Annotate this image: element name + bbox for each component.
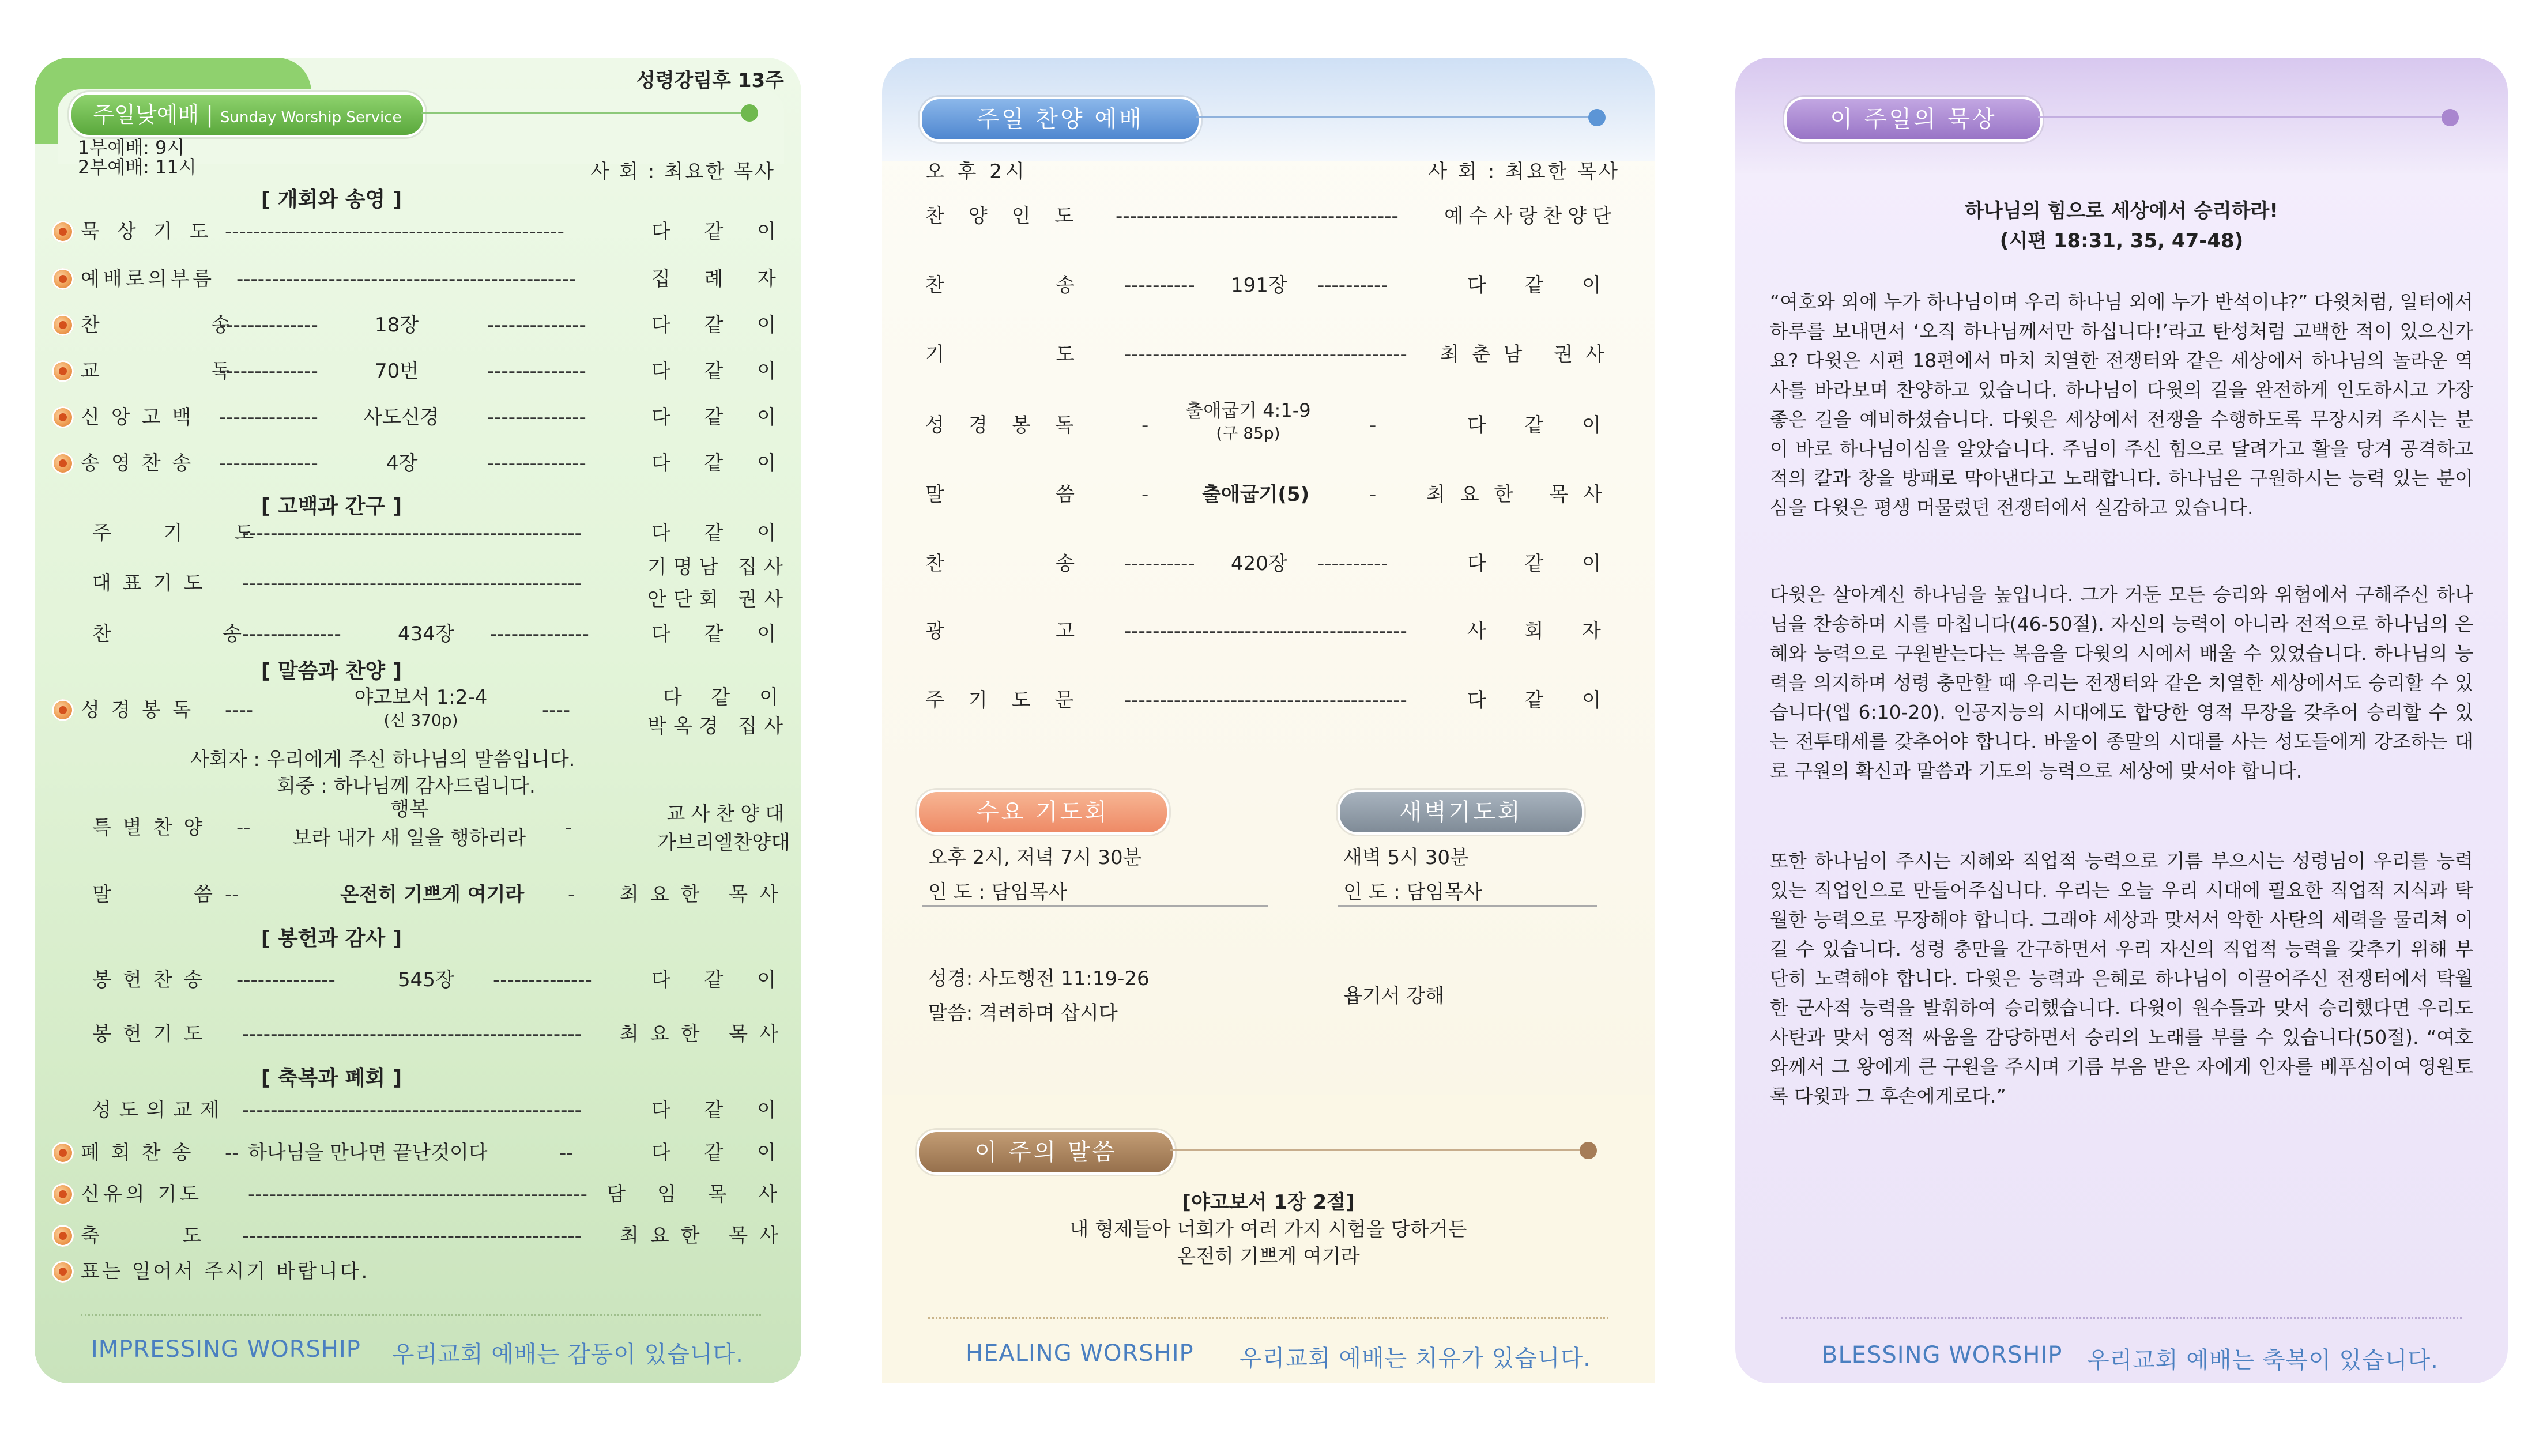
footer-english: IMPRESSING WORSHIP [91,1336,361,1363]
standing-icon [52,452,74,474]
tab-dawn-prayer: 새벽기도회 [1338,790,1584,835]
decor-dot [1588,109,1606,126]
section-benediction: [ 축복과 폐회 ] [261,1066,402,1090]
standing-icon [52,1142,74,1164]
meditation-paragraph-2: 다윗은 살아계신 하나님을 높입니다. 그가 거둔 모든 승리와 위험에서 구해주신 하나님을 찬송하며 시를 마칩니다(46-50절). 자신의 능력이 아니라 전적으로 하나님의 은혜와 능력으로 구원받는다는 복음을 다윗의 시에서 배울 수 있었습니다. 하나님의 능력을 의지하며 성령 충만할 때 우리는 전쟁터와 같은 치열한 세상에서도 승리할 수 있습니다(엡 6:10-20). 인공지능의 시대에도 합당한 영적 무장을 갖추어 승리할 수 있는 전투태세를 갖추어야 합니다. 바울이 종말의 시대를 사는 성도들에게 강조하는 대로 구원의 확신과 말씀과 기도의 능력으로 세상에 맞서야 합니다. [1770,583,2473,782]
standing-icon [52,360,74,382]
decor-dot [1580,1142,1597,1159]
leader-label: 사 회 : 최요한 목사 [1428,160,1620,183]
standing-icon [52,1183,74,1205]
section-confession: [ 고백과 간구 ] [261,495,402,518]
wednesday-leader: 인 도 : 담임목사 [928,881,1067,904]
word-reference: [야고보서 1장 2절] [1182,1191,1355,1214]
dawn-text: 욥기서 강해 [1343,985,1445,1008]
meditation-panel [1735,58,2508,1383]
standing-icon [52,314,74,336]
section-offering: [ 봉헌과 감사 ] [261,927,402,950]
meditation-paragraph-1: “여호와 외에 누가 하나님이며 우리 하나님 외에 누가 반석이냐?” 다윗처럼, 일터에서 하루를 보내면서 ‘오직 하나님께서만 하십니다!’라고 탄성처럼 고백한 적이 있으신가요? 다윗은 시편 18편에서 마치 치열한 전쟁터와 같은 세상에서 하나님의 놀라운 역사를 바라보며 찬양하고 있습니다. 하나님이 다윗의 길을 완전하게 인도하시고 가장 좋은 길을 예비하셨습니다. 다윗은 세상에서 전쟁을 수행하도록 무장시켜 주시는 분이 바로 하나님이심을 알았습니다. 주님이 주신 힘으로 달려가고 활을 당겨 공격하고 적의 칼과 창을 방패로 막아낸다고 노래합니다. 하나님은 구원하시는 능력 있는 분이심을 다윗은 평생 머물렀던 전쟁터에서 실감하고 있습니다. [1770,291,2473,519]
standing-icon [52,221,74,243]
sunday-worship-panel: 주일낮예배 | Sunday Worship Service 성령강림후 13주 1부예배: 9시 2부예배: 11시 사 회 : 최요한 목사 [ 개회와 송영 ] 묵상기도 ------------------------------------------------ 다 같 이 예배로의부름 ------------------------------------------------ 집 례 자 찬 송 -------------- 18장 -------------- 다 같 이 교 독 -------------- 70번 -------------- 다 같 이 신앙고백 -------------- 사도신경 -------------- 다 같 이 송영찬송 -------------- 4장 -------------- 다 같 이 [ 고백과 간구 ] 주 기 도 ------------------------------------------------ 다 같 이 대표기도 ------------------------------------------------ 기명남 집사 안단회 권사 찬 송 -------------- 434장 -------------- 다 같 이 [ 말씀과 찬양 ] 성경봉독 ---- 야고보서 1:2-4 (신 370p) ---- 다 같 이 박옥경 집사 사회자 : 우리에게 주신 하나님의 말씀입니다. 회중 : 하나님께 감사드립니다. 특별찬양 -- 행복 보라 내가 새 일을 행하리라 - 교사찬양대 가브리엘찬양대 말 씀 -- 온전히 기쁘게 여기라 - 최요한 목사 [ 봉헌과 감사 ] 봉헌찬송 -------------- 545장 -------------- 다 같 이 봉헌기도 ------------------------------------------------ 최요한 목사 [ 축복과 폐회 ] 성도의교제 ------------------------------------------------ 다 같 이 폐회찬송 -- 하나님을 만나면 끝난것이다 -- 다 같 이 신유의 기도 ------------------------------------------------ 담 임 목 사 축 도 ------------------------------------------------ 최요한 목사 표는 일어서 주시기 바랍니다. IMPRESSING WORSHIP 우리교회 예배는 감동이 있습니다. [35,58,801,1383]
standing-icon [52,268,74,290]
standing-icon [52,699,74,721]
footer-korean: 우리교회 예배는 치유가 있습니다. [1240,1345,1591,1372]
announce-congregation: 회중 : 하나님께 감사드립니다. [277,775,536,798]
footer-korean: 우리교회 예배는 축복이 있습니다. [2087,1347,2439,1374]
section-word: [ 말씀과 찬양 ] [261,659,402,683]
meditation-paragraph-3: 또한 하나님이 주시는 지혜와 직업적 능력으로 기름 부으시는 성령님이 우리를 능력 있는 직업인으로 만들어주십니다. 우리는 오늘 우리 시대에 필요한 직업적 지식과 탁월한 능력으로 무장해야 합니다. 그래야 세상과 맞서서 악한 사탄의 세력을 물리쳐 이길 수 있습니다. 성령 충만을 간구하면서 우리 자신의 직업적 능력을 갖추기 위해 부단히 노력해야 합니다. 다윗은 능력과 은혜로 하나님이 이끌어주신 전쟁터에서 탁월한 군사적 능력을 발휘하여 승리했습니다. 다윗이 원수들과 맞서 승리했다면 우리도 사탄과 맞서 영적 싸움을 감당하면서 승리의 노래를 부를 수 있습니다(50절). “여호와께서 그 왕에게 큰 구원을 주시며 기름 부음 받은 자에게 인자를 베푸심이여 영원토록 다윗과 그 후손에게로다.” [1770,850,2473,1107]
dawn-leader: 인 도 : 담임목사 [1343,881,1482,904]
wednesday-time: 오후 2시, 저녁 7시 30분 [928,846,1142,869]
week-label: 성령강림후 13주 [636,69,784,92]
meditation-reference: (시편 18:31, 35, 47-48) [1999,229,2244,252]
tab-sunday-worship: 주일낮예배 | Sunday Worship Service [69,92,425,137]
leader-label: 사 회 : 최요한 목사 [590,160,775,183]
tab-word-of-week: 이 주의 말씀 [917,1130,1175,1175]
footer-english: HEALING WORSHIP [966,1340,1194,1367]
standing-icon [52,1261,74,1283]
order-item: 특별찬양 -- 행복 보라 내가 새 일을 행하리라 - 교사찬양대 가브리엘찬양대 [92,798,790,854]
order-item: 성경봉독 - 출애굽기 4:1-9 (구 85p) - 다 같 이 [925,399,1617,443]
word-line-1: 내 형제들아 너희가 여러 가지 시험을 당하거든 [1069,1218,1467,1241]
decor-dot [2442,109,2459,126]
footer-korean: 우리교회 예배는 감동이 있습니다. [392,1341,744,1368]
footer-english: BLESSING WORSHIP [1822,1342,2063,1368]
wednesday-sermon: 말씀: 격려하며 삽시다 [928,1002,1118,1025]
standing-icon [52,1225,74,1247]
sunday-praise-panel: 주일 찬양 예배 오 후 2시 사 회 : 최요한 목사 찬양인도 ---------------------------------------- 예수사랑찬양단 찬 송 ---------- 191장 ---------- 다 같 이 기 도 ---------------------------------------- 최춘남 권사 성경봉독 - 출애굽기 4:1-9 (구 85p) - 다 같 이 말 씀 - 출애굽기(5) - 최요한 목사 찬 송 ---------- 420장 ---------- 다 같 이 광 고 ---------------------------------------- 사 회 자 주기도문 ---------------------------------------- 다 같 이 수요 기도회 오후 2시, 저녁 7시 30분 인 도 : 담임목사 성경: 사도행전 11:19-26 말씀: 격려하며 삽시다 새벽기도회 새벽 5시 30분 인 도 : 담임목사 욥기서 강해 이 주의 말씀 [야고보서 1장 2절] 내 형제들아 너희가 여러 가지 시험을 당하거든 온전히 기쁘게 여기라 HEALING WORSHIP 우리교회 예배는 치유가 있습니다. [882,58,1655,1383]
announce-leader: 사회자 : 우리에게 주신 하나님의 말씀입니다. [190,748,575,771]
tab-wednesday-prayer: 수요 기도회 [917,790,1169,835]
service-time-1: 1부예배: 9시 [78,137,185,159]
service-time-2: 2부예배: 11시 [78,156,197,178]
word-line-2: 온전히 기쁘게 여기라 [1177,1245,1360,1268]
tab-meditation: 이 주일의 묵상 [1784,97,2043,142]
tab-sunday-praise: 주일 찬양 예배 [920,97,1201,142]
wednesday-scripture: 성경: 사도행전 11:19-26 [928,967,1150,990]
section-opening: [ 개회와 송영 ] [261,188,402,212]
service-time: 오 후 2시 [925,160,1028,183]
dawn-time: 새벽 5시 30분 [1343,846,1469,869]
standing-icon [52,406,74,428]
meditation-title: 하나님의 힘으로 세상에서 승리하라! [1965,199,2278,222]
decor-dot [741,104,758,122]
order-item: 성경봉독 ---- 야고보서 1:2-4 (신 370p) ---- 다 같 이 박옥경 집사 [52,699,790,745]
